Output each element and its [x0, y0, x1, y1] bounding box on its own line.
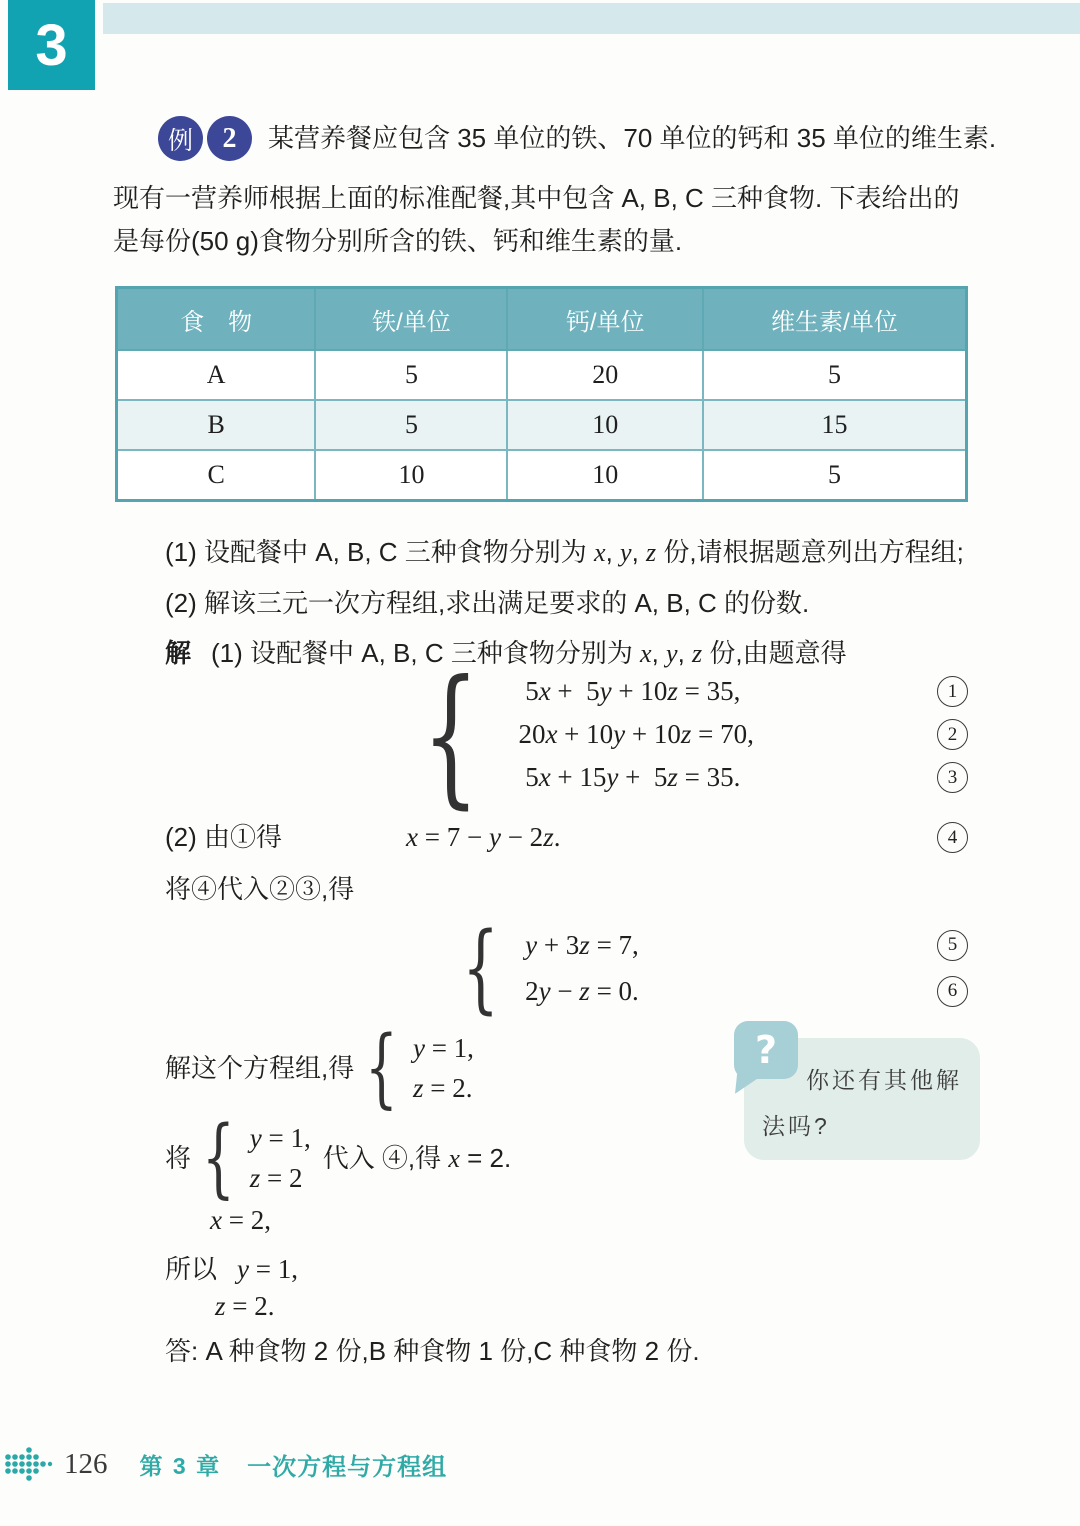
- equation-number-4: 4: [937, 822, 968, 853]
- equation-6: 2y − z = 0.: [525, 975, 639, 1006]
- cell-vitamin: 5: [703, 450, 967, 501]
- derive-x-line: [165, 816, 968, 859]
- table-header-row: [117, 288, 967, 351]
- cell-food: C: [117, 450, 316, 501]
- questions-block: [165, 527, 975, 679]
- hint-bubble: [744, 1028, 980, 1160]
- header-vitamin: 维生素/单位: [703, 288, 967, 351]
- cell-calcium: 10: [507, 450, 703, 501]
- table-row: [117, 400, 967, 450]
- dots-logo-icon: [4, 1445, 56, 1483]
- case-y: y = 1,: [249, 1123, 311, 1153]
- example-badge-number: 2: [207, 116, 252, 161]
- equation-number-5: 5: [937, 930, 968, 961]
- result-z: z = 2.: [215, 1291, 275, 1321]
- nutrition-table: [115, 286, 968, 502]
- derive-x-label: (2) 由①得: [165, 822, 283, 852]
- left-brace: {: [365, 1018, 399, 1118]
- equation-2: 20x + 10y + 10z = 70,: [518, 719, 754, 749]
- table-row: [117, 350, 967, 400]
- equation-1: 5x + 5y + 10z = 35,: [518, 676, 741, 706]
- equation-row-5: [511, 922, 968, 968]
- header-iron: 铁/单位: [315, 288, 507, 351]
- question-mark-icon: ?: [734, 1021, 798, 1079]
- case-z: z = 2.: [412, 1073, 473, 1103]
- cell-calcium: 20: [507, 350, 703, 400]
- left-brace: {: [462, 912, 499, 1024]
- result-y-line: [165, 1248, 298, 1291]
- cell-iron: 10: [315, 450, 507, 501]
- case-z: z = 2: [249, 1163, 303, 1193]
- cell-food: A: [117, 350, 316, 400]
- result-x: x = 2,: [210, 1205, 271, 1235]
- solve-cases-label: 解这个方程组,得: [165, 1052, 355, 1083]
- intro-text-line3: 是每份(50 g)食物分别所含的铁、钙和维生素的量.: [113, 226, 683, 256]
- therefore-label: 所以: [165, 1254, 218, 1284]
- equation-number-1: 1: [937, 676, 968, 707]
- cell-vitamin: 5: [703, 350, 967, 400]
- question-1: (1) 设配餐中 A, B, C 三种食物分别为 x, y, z 份,请根据题意列出方程组;: [165, 537, 964, 567]
- equation-5: y + 3z = 7,: [525, 929, 639, 960]
- result-y: y = 1,: [237, 1254, 298, 1284]
- hint-text-line2: 法吗?: [762, 1113, 830, 1139]
- example-intro-line1: [158, 116, 996, 161]
- cell-calcium: 10: [507, 400, 703, 450]
- equation-3: 5x + 15y + 5z = 35.: [518, 762, 741, 792]
- left-brace: {: [201, 1108, 235, 1208]
- substitute-line: 将④代入②③,得: [165, 874, 355, 904]
- substitute-result-text: 代入 ④,得 x = 2.: [322, 1142, 512, 1173]
- table-row: [117, 450, 967, 501]
- intro-text-line2: 现有一营养师根据上面的标准配餐,其中包含 A, B, C 三种食物. 下表给出的: [113, 183, 960, 213]
- solve-label: 解: [165, 638, 192, 668]
- equation-system-1: [403, 649, 968, 823]
- equation-row-1: [498, 670, 968, 713]
- answer-line: 答: A 种食物 2 份,B 种食物 1 份,C 种食物 2 份.: [165, 1336, 700, 1366]
- will-label: 将: [165, 1142, 192, 1173]
- equation-number-6: 6: [937, 976, 968, 1007]
- cell-iron: 5: [315, 400, 507, 450]
- equation-4: x = 7 − y − 2z.: [406, 822, 561, 852]
- equation-system-2: [450, 912, 968, 1024]
- equation-row-2: [498, 713, 968, 756]
- intro-text-line1: 某营养餐应包含 35 单位的铁、70 单位的钙和 35 单位的维生素.: [268, 123, 997, 153]
- solution-setup-text: (1) 设配餐中 A, B, C 三种食物分别为 x, y, z 份,由题意得: [211, 638, 847, 668]
- solve-cases-line: [165, 1018, 474, 1118]
- cell-iron: 5: [315, 350, 507, 400]
- case-y: y = 1,: [412, 1033, 474, 1063]
- equation-row-3: [498, 756, 968, 799]
- equation-number-3: 3: [937, 762, 968, 793]
- equation-row-6: [511, 968, 968, 1014]
- footer-chapter: 第 3 章: [139, 1452, 222, 1479]
- substitute-into-4-line: [165, 1108, 512, 1208]
- example-badge: [158, 116, 252, 161]
- cell-food: B: [117, 400, 316, 450]
- question-2: (2) 解该三元一次方程组,求出满足要求的 A, B, C 的份数.: [165, 588, 810, 618]
- cell-vitamin: 15: [703, 400, 967, 450]
- page-number: 126: [64, 1447, 108, 1480]
- header-calcium: 钙/单位: [507, 288, 703, 351]
- header-food: 食 物: [117, 288, 316, 351]
- page-footer: [0, 1435, 1080, 1493]
- left-brace: {: [422, 649, 480, 823]
- equation-number-2: 2: [937, 719, 968, 750]
- footer-chapter-title: 一次方程与方程组: [247, 1453, 448, 1481]
- hint-text-line1: 你还有其他解: [806, 1067, 962, 1093]
- example-badge-label: 例: [158, 116, 203, 161]
- chapter-tab: 3: [8, 0, 95, 90]
- top-decorative-bar: [103, 3, 1080, 34]
